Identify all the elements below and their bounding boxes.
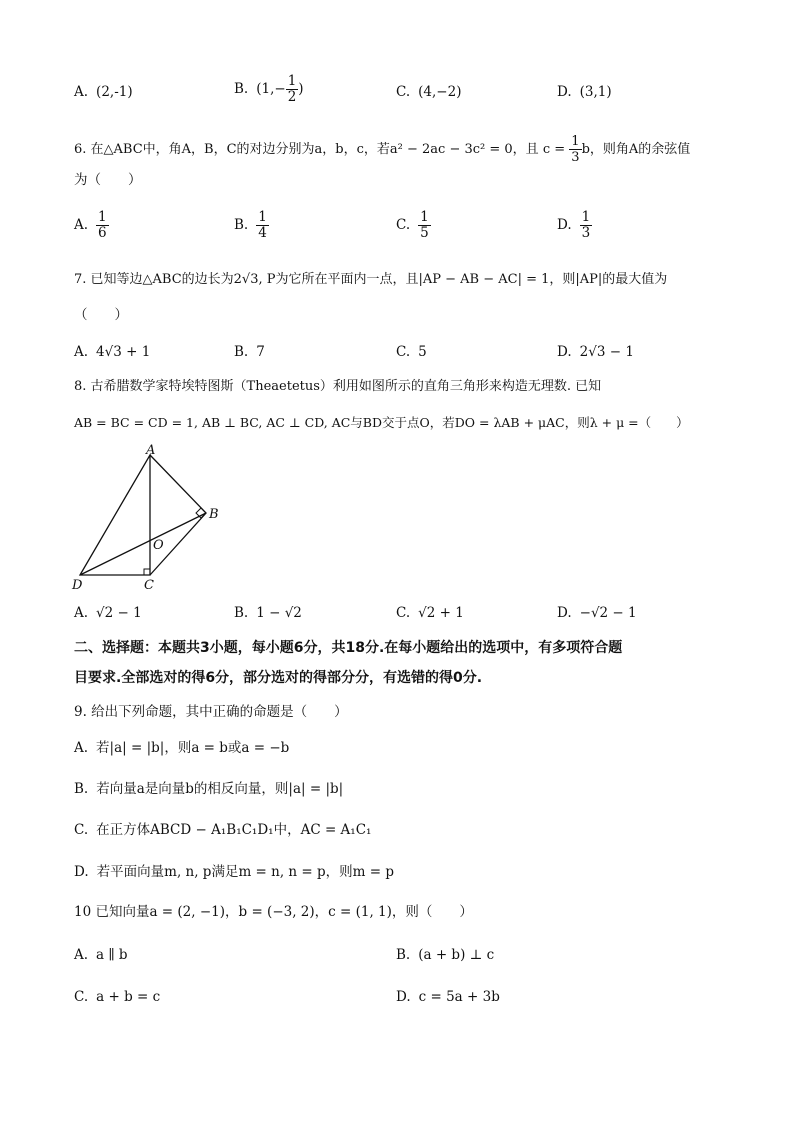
fraction-denominator: 4 <box>258 225 267 241</box>
q10-option-a <box>74 945 128 965</box>
q7-option-b <box>234 342 265 362</box>
q6-stem-line1 <box>74 134 690 165</box>
option-value: (3,1) <box>579 84 612 100</box>
option-value: 在正方体ABCD − A₁B₁C₁D₁中，AC = A₁C₁ <box>96 822 372 838</box>
option-label: D. <box>557 217 572 233</box>
q7-option-c <box>396 342 427 362</box>
q6-option-a <box>74 210 109 241</box>
option-label: B. <box>396 947 411 963</box>
q9-option-d <box>74 862 394 882</box>
q10-stem: 10 已知向量a = (2, −1)，b = (−3, 2)，c = (1, 1)，则（ ） <box>74 904 473 920</box>
q9-option-b <box>74 779 343 799</box>
option-label: C. <box>396 605 411 621</box>
option-label: A. <box>74 84 89 100</box>
option-label: C. <box>396 217 411 233</box>
q5-option-d <box>557 82 612 102</box>
q6-stem-line2: 为（ ） <box>74 172 142 188</box>
q6-option-c <box>396 210 431 241</box>
option-suffix: ) <box>298 81 304 97</box>
fraction-numerator: 1 <box>571 134 580 149</box>
q6-option-d <box>557 210 592 241</box>
option-value: −√2 − 1 <box>579 605 637 621</box>
q7-stem-line2: （ ） <box>74 307 128 323</box>
option-label: B. <box>234 217 249 233</box>
q7-stem-line1: 7. 已知等边△ABC的边长为2√3, P为它所在平面内一点，且|AP − AB − AC| = 1，则|AP|的最大值为 <box>74 272 668 287</box>
q5-option-a <box>74 82 133 102</box>
fraction-numerator: 1 <box>258 209 267 225</box>
fraction-denominator: 3 <box>571 150 580 165</box>
q7-option-d <box>557 342 634 362</box>
q9-option-a <box>74 738 289 758</box>
q9-stem: 9. 给出下列命题，其中正确的命题是（ ） <box>74 704 348 720</box>
q5-option-b <box>234 74 304 105</box>
option-value: 若|a| = |b|，则a = b或a = −b <box>96 740 290 756</box>
section2-line2: 目要求.全部选对的得6分，部分选对的得部分分，有选错的得0分. <box>74 670 483 686</box>
option-label: C. <box>74 989 89 1005</box>
option-value: 1 − √2 <box>256 605 302 621</box>
fraction-numerator: 1 <box>581 209 591 225</box>
fraction-numerator: 1 <box>420 209 429 225</box>
option-prefix: (1,− <box>256 81 286 97</box>
fraction-denominator: 2 <box>287 89 297 105</box>
option-label: A. <box>74 344 89 360</box>
q8-stem-line2: AB = BC = CD = 1, AB ⊥ BC, AC ⊥ CD, AC与BD交于点O，若DO = λAB + μAC，则λ + μ =（ ） <box>74 415 689 430</box>
point-a-label: A <box>146 443 156 458</box>
option-value: 若向量a是向量b的相反向量，则|a| = |b| <box>96 781 344 797</box>
point-o-label: O <box>153 538 164 553</box>
q8-option-a <box>74 603 142 623</box>
q8-option-b <box>234 603 302 623</box>
option-value: 5 <box>418 344 427 360</box>
q8-figure <box>68 442 228 594</box>
option-label: D. <box>74 864 89 880</box>
option-label: D. <box>557 605 572 621</box>
option-label: D. <box>557 344 572 360</box>
option-label: A. <box>74 947 89 963</box>
option-value: 若平面向量m, n, p满足m = n, n = p，则m = p <box>96 864 394 880</box>
option-label: C. <box>396 84 411 100</box>
fraction <box>286 74 299 105</box>
point-b-label: B <box>209 507 219 522</box>
fraction-denominator: 5 <box>420 225 429 241</box>
option-value: √2 − 1 <box>96 605 142 621</box>
q10-option-d <box>396 987 500 1007</box>
point-c-label: C <box>144 578 154 593</box>
option-label: C. <box>396 344 411 360</box>
right-angle-mark-c <box>144 569 150 575</box>
fraction-numerator: 1 <box>287 73 297 89</box>
option-value: 4√3 + 1 <box>96 344 151 360</box>
fraction <box>569 134 581 165</box>
option-value: (4,−2) <box>418 84 462 100</box>
option-value: (2,-1) <box>96 84 133 100</box>
option-label: B. <box>234 344 249 360</box>
fraction-numerator: 1 <box>98 209 107 225</box>
option-label: C. <box>74 822 89 838</box>
q10-option-b <box>396 945 494 965</box>
option-label: B. <box>234 81 249 97</box>
point-d-label: D <box>72 578 83 593</box>
q7-option-a <box>74 342 150 362</box>
option-value: a + b = c <box>96 989 161 1005</box>
q6-stem-tail: b，则角A的余弦值 <box>581 142 691 157</box>
option-value: 7 <box>256 344 265 360</box>
segment-bd <box>80 513 206 575</box>
option-label: A. <box>74 605 89 621</box>
option-value: a ∥ b <box>96 947 128 963</box>
fraction <box>580 210 593 241</box>
q5-option-c <box>396 82 461 102</box>
q6-c-eq: c = <box>542 142 566 157</box>
option-label: A. <box>74 217 89 233</box>
option-value: (a + b) ⊥ c <box>418 947 495 963</box>
section2-line1: 二、选择题：本题共3小题，每小题6分，共18分.在每小题给出的选项中，有多项符合题 <box>74 640 623 656</box>
q8-option-d <box>557 603 637 623</box>
fraction-denominator: 6 <box>98 225 107 241</box>
fraction <box>256 210 269 241</box>
option-label: B. <box>74 781 89 797</box>
fraction <box>418 210 431 241</box>
option-value: 2√3 − 1 <box>579 344 634 360</box>
fraction <box>96 210 109 241</box>
q8-option-c <box>396 603 464 623</box>
option-label: A. <box>74 740 89 756</box>
q6-stem-text: 6. 在△ABC中，角A，B，C的对边分别为a，b，c，若a² − 2ac − 3c² = 0，且 <box>74 142 539 157</box>
option-value: c = 5a + 3b <box>418 989 500 1005</box>
option-label: D. <box>396 989 411 1005</box>
q10-option-c <box>74 987 160 1007</box>
option-label: D. <box>557 84 572 100</box>
option-value: √2 + 1 <box>418 605 464 621</box>
q9-option-c <box>74 820 371 840</box>
q8-stem-line1: 8. 古希腊数学家特埃特图斯（Theaetetus）利用如图所示的直角三角形来构造无理数. 已知 <box>74 379 602 394</box>
fraction-denominator: 3 <box>581 225 591 241</box>
q6-option-b <box>234 210 269 241</box>
triangle-acd <box>80 455 150 575</box>
option-label: B. <box>234 605 249 621</box>
